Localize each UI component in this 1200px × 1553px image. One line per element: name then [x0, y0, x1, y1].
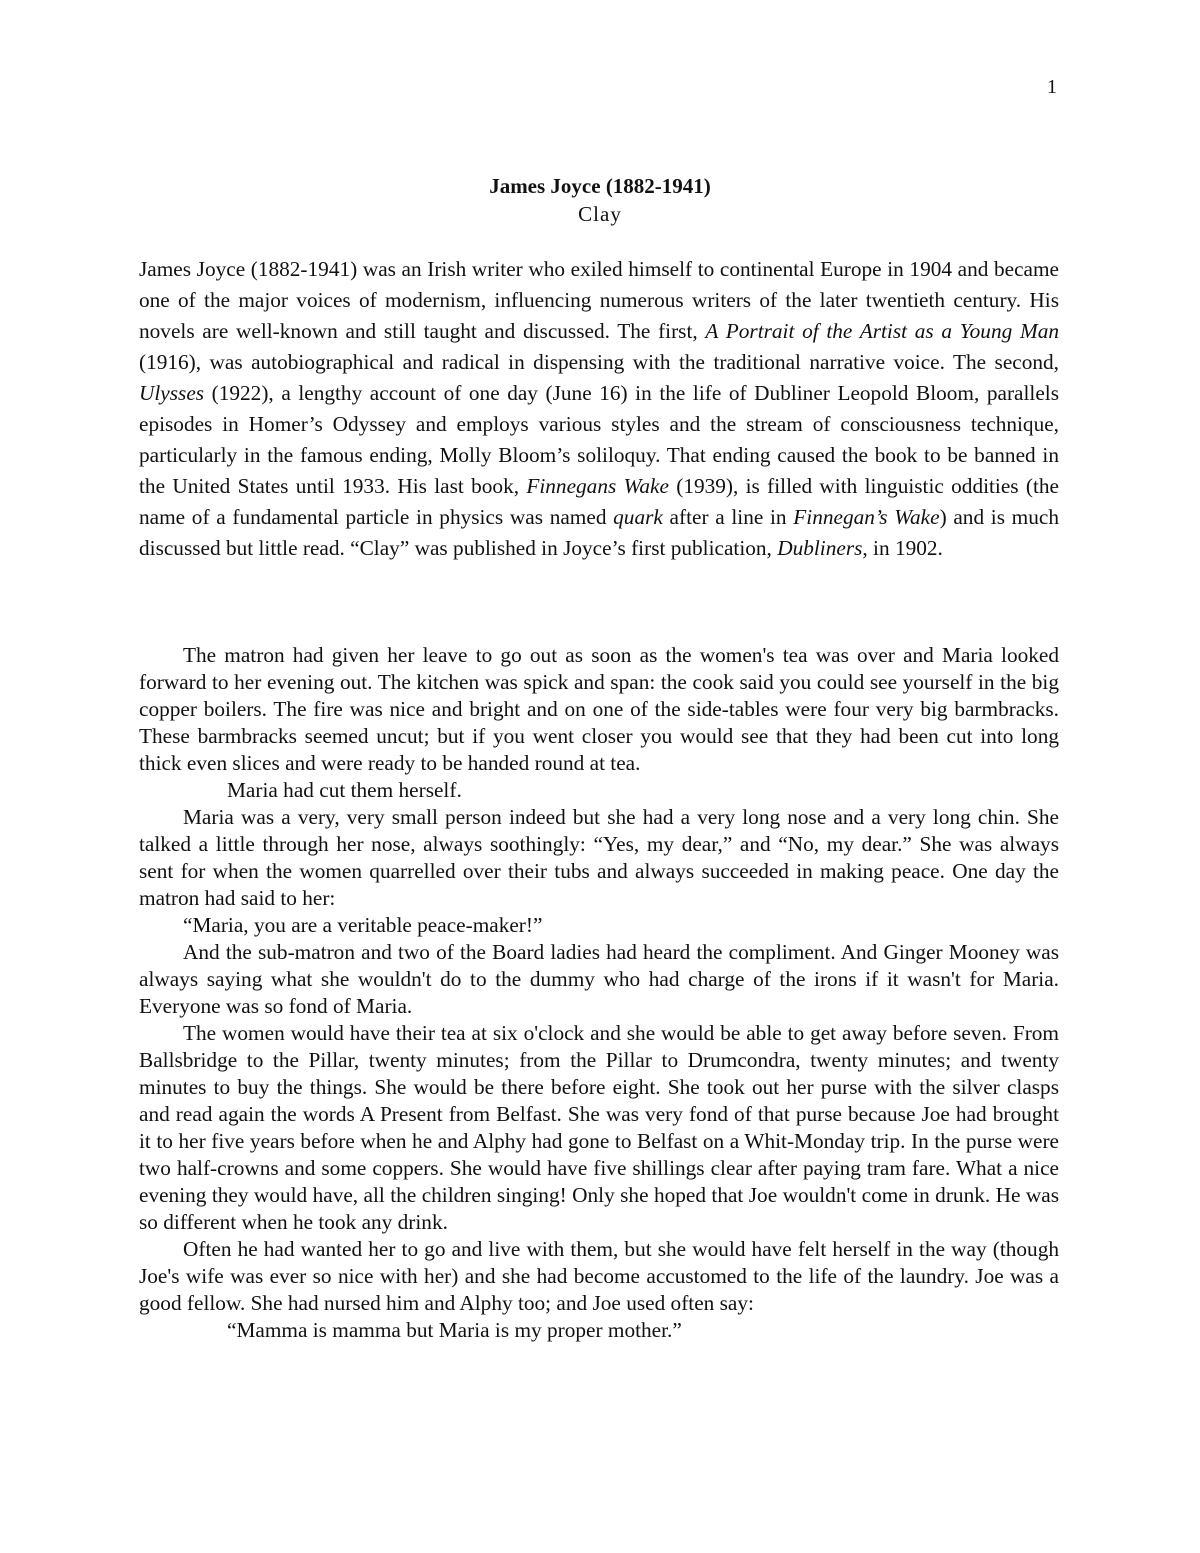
intro-text: James Joyce (1882-1941) was an Irish writer who exiled himself to continental Europe in 1904 and became one of the major voices of modernism, influencing numerous writers of the later twentieth century. His novels are well-known and still taught and discussed. The first, [139, 257, 1059, 343]
story-paragraph: And the sub-matron and two of the Board ladies had heard the compliment. And Ginger Mooney was always saying what she wouldn't do to the dummy who had charge of the irons if it wasn't for Maria. Everyone was so fond of Maria. [139, 940, 1059, 1018]
story-paragraph: Maria was a very, very small person indeed but she had a very long nose and a very long chin. She talked a little through her nose, always soothingly: “Yes, my dear,” and “No, my dear.” She was always sent for when the women quarrelled over their tubs and always succeeded in making peace. One day the matron had said to her: [139, 805, 1059, 910]
intro-text: (1922), a lengthy account of one day (June 16) in the life of Dubliner Leopold Bloom, parallels episodes in Homer’s Odyssey and employs various styles and the stream of consciousness technique, particularly in the famous ending, Molly Bloom’s soliloquy. That ending caused the book to be banned in the United States until 1933. His last book, [139, 381, 1059, 498]
story-body [139, 642, 1059, 1344]
intro-text: , in 1902. [862, 536, 943, 560]
intro-text: ) and is much discussed but little read. “Clay” was published in Joyce’s first publication, [139, 505, 1059, 560]
intro-title-portrait: A Portrait of the Artist as a Young Man [705, 319, 1059, 343]
document-title: James Joyce (1882-1941) [489, 174, 711, 198]
intro-text: after a line in [662, 505, 794, 529]
title-block [0, 172, 1200, 228]
story-paragraph: The matron had given her leave to go out as soon as the women's tea was over and Maria looked forward to her evening out. The kitchen was spick and span: the cook said you could see yourself in the big copper boilers. The fire was nice and bright and on one of the side-tables were four very big barmbracks. These barmbracks seemed uncut; but if you went closer you would see that they had been cut into long thick even slices and were ready to be handed round at tea. [139, 643, 1059, 775]
intro-paragraph [139, 254, 1059, 564]
story-paragraph: Maria had cut them herself. [227, 778, 462, 802]
document-subtitle: Clay [578, 202, 622, 226]
story-paragraph: “Mamma is mamma but Maria is my proper mother.” [227, 1318, 682, 1342]
intro-title-dubliners: Dubliners [777, 536, 863, 560]
story-paragraph: Often he had wanted her to go and live with them, but she would have felt herself in the way (though Joe's wife was ever so nice with her) and she had become accustomed to the life of the laundry. Joe was a good fellow. She had nursed him and Alphy too; and Joe used often say: [139, 1237, 1059, 1315]
story-paragraph: “Maria, you are a veritable peace-maker!” [183, 913, 543, 937]
intro-text: (1939), is filled with linguistic oddities (the name of a fundamental particle in physics was named [139, 474, 1059, 529]
story-paragraph: The women would have their tea at six o'clock and she would be able to get away before seven. From Ballsbridge to the Pillar, twenty minutes; from the Pillar to Drumcondra, twenty minutes; and twenty minutes to buy the things. She would be there before eight. She took out her purse with the silver clasps and read again the words A Present from Belfast. She was very fond of that purse because Joe had brought it to her five years before when he and Alphy had gone to Belfast on a Whit-Monday trip. In the purse were two half-crowns and some coppers. She would have five shillings clear after paying tram fare. What a nice evening they would have, all the children singing! Only she hoped that Joe wouldn't come in drunk. He was so different when he took any drink. [139, 1021, 1059, 1234]
intro-title-finnegans-wake: Finnegans Wake [526, 474, 669, 498]
intro-title-finnegans-wake-2: Finnegan’s Wake [793, 505, 940, 529]
intro-word-quark: quark [613, 505, 663, 529]
page-number: 1 [1047, 76, 1057, 98]
intro-text: (1916), was autobiographical and radical in dispensing with the traditional narrative voice. The second, [139, 350, 1059, 374]
intro-title-ulysses: Ulysses [139, 381, 205, 405]
